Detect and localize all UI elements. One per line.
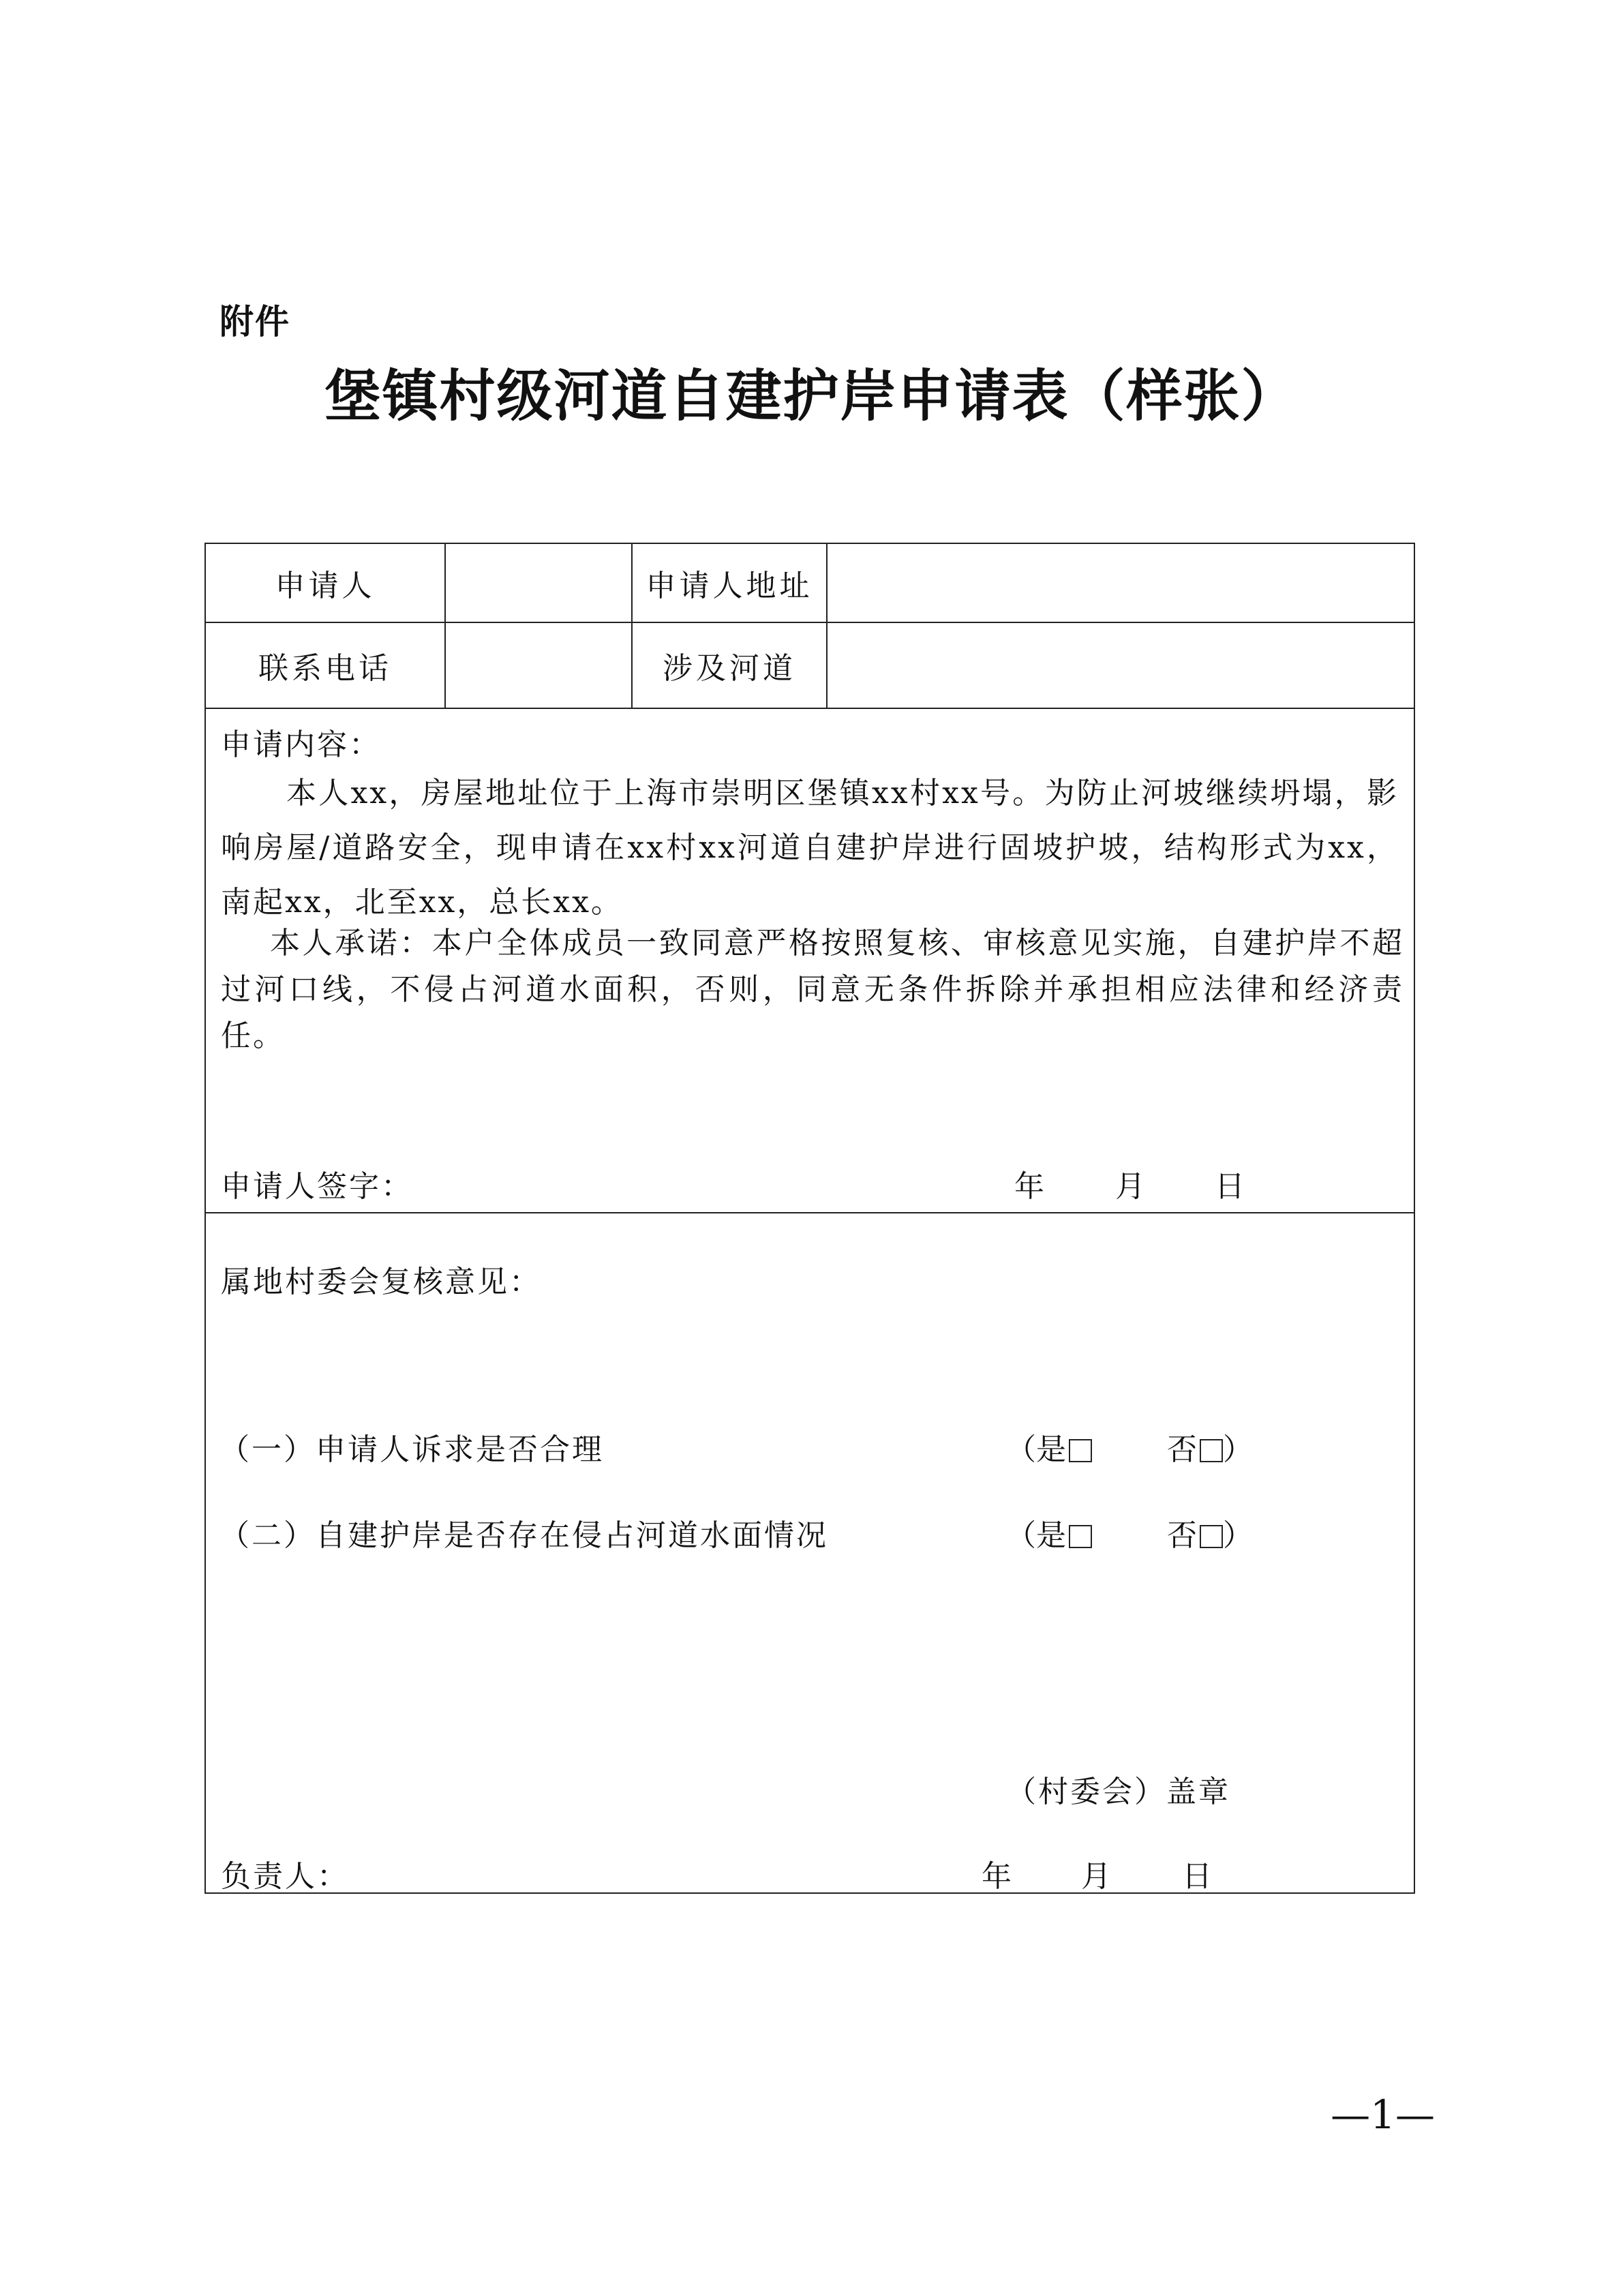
review-date-day: 日 [1182,1859,1212,1894]
review-item-2-label: （二）自建护岸是否存在侵占河道水面情况 [219,1518,828,1553]
applicant-label: 申请人 [275,569,376,603]
yes-text: （是 [1006,1518,1066,1553]
document-title: 堡镇村级河道自建护岸申请表（样张） [324,363,1299,429]
yes-text: （是 [1006,1432,1066,1467]
review-date-month: 月 [1081,1859,1111,1894]
signature-date-day: 日 [1215,1169,1245,1204]
review-item-1-no-option[interactable] [1167,1425,1253,1468]
responsible-person-label: 负责人： [221,1859,349,1894]
review-item-1-yes-option[interactable] [1006,1425,1092,1468]
signature-date-month: 月 [1115,1169,1145,1204]
river-label: 涉及河道 [663,651,796,686]
review-item-2-no-option[interactable] [1167,1511,1253,1554]
review-item-1-label: （一）申请人诉求是否合理 [219,1432,604,1467]
applicant-signature-label: 申请人签字： [221,1169,413,1204]
no-text: 否 [1167,1518,1197,1553]
application-form-table [204,543,1415,1894]
commitment-paragraph: 本人承诺：本户全体成员一致同意严格按照复核、审核意见实施，自建护岸不超过河口线，不侵占河道水面积，否则，同意无条件拆除并承担相应法律和经济责任。 [221,926,1404,1053]
page-number: —1— [1331,2091,1435,2138]
signature-date-year: 年 [1014,1169,1044,1204]
close-paren: ） [1223,1518,1253,1553]
applicant-field[interactable] [446,544,631,622]
row-divider-2 [206,708,1414,709]
phone-label: 联系电话 [258,651,392,686]
application-content-paragraph: 本人xx，房屋地址位于上海市崇明区堡镇xx村xx号。为防止河坡继续坍塌，影响房屋/道路安全，现申请在xx村xx河道自建护岸进行固坡护坡，结构形式为xx，南起xx，北至xx，总长xx。 [221,776,1399,920]
review-date-year: 年 [982,1859,1012,1894]
yes-checkbox[interactable] [1069,1439,1092,1462]
yes-checkbox[interactable] [1069,1525,1092,1548]
no-checkbox[interactable] [1200,1525,1223,1548]
river-field[interactable] [828,623,1414,708]
village-review-heading: 属地村委会复核意见： [221,1265,541,1299]
no-checkbox[interactable] [1200,1439,1223,1462]
applicant-address-label: 申请人地址 [646,569,813,603]
attachment-label: 附件 [219,302,290,342]
no-text: 否 [1167,1432,1197,1467]
close-paren: ） [1223,1432,1253,1467]
review-item-2-yes-option[interactable] [1006,1511,1092,1554]
applicant-address-field[interactable] [828,544,1414,622]
row-divider-3 [206,1212,1414,1213]
phone-field[interactable] [446,623,631,708]
application-content-heading: 申请内容： [221,727,381,762]
village-committee-stamp-label: （村委会）盖章 [1006,1774,1230,1809]
